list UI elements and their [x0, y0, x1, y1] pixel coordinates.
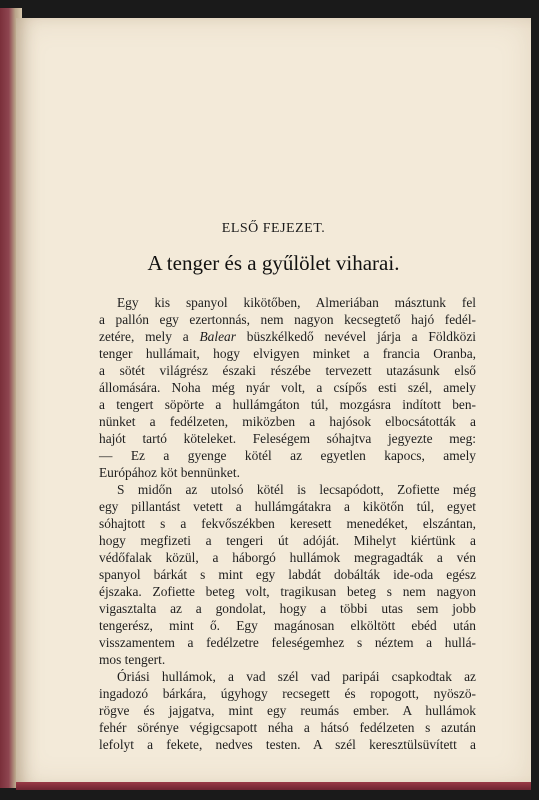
text-line: lefolyt a fekete, nedves testen. A szél keresztülsüvített a [99, 737, 476, 752]
text-line: Európához köt bennünket. [99, 465, 240, 480]
text-line: zetére, mely a Balear büszkélkedő nevével járja a Földközi [99, 329, 476, 344]
chapter-heading: ELSŐ FEJEZET. [221, 221, 326, 236]
book-page [16, 18, 531, 786]
text-line: egy pillantást vetett a hullámgátakra a kikötőn túl, egyet [99, 499, 476, 514]
text-line: Egy kis spanyol kikötőben, Almeriában másztunk fel [117, 295, 476, 310]
text-line: hogy megfizeti a tengeri út adóját. Mihelyt kiértünk a [99, 533, 476, 548]
text-line: nünket a fedélzeten, miközben a hajósok elbocsátották a [99, 414, 476, 429]
text-line: tenger hullámait, hogy elvigyen minket a francia Oranba, [99, 346, 476, 361]
book-bottom-edge [16, 782, 531, 790]
text-line: ingadozó bárkára, úgyhogy recsegett és ropogott, nyöszö- [99, 686, 476, 701]
text-line: sóhajtott s a fekvőszékben keresett menedéket, elszántan, [99, 516, 476, 531]
text-line: Óriási hullámok, a vad szél vad paripái csapkodtak az [117, 669, 476, 684]
text-line: vigasztalta az a gondolat, hogy a többi utas sem jobb [99, 601, 476, 616]
text-line: fehér sörénye végigcsapott néha a hátsó fedélzeten s azután [99, 720, 476, 735]
text-line: visszamentem a fedélzetre feleségemhez s néztem a hullá- [99, 635, 476, 650]
body-text [99, 294, 476, 753]
text-line: a sötét világrész északi részébe tervezett utazásunk első [99, 363, 476, 378]
text-line: mos tengert. [99, 652, 166, 667]
text-line: védőfalak közül, a háborgó hullámok megragadták a vén [99, 550, 476, 565]
text-line: éjszaka. Zofiette beteg volt, tragikusan beteg s nem nagyon [99, 584, 476, 599]
text-line: rögve és jajgatva, mint egy reumás ember. A hullámok [99, 703, 476, 718]
text-line: — Ez a gyenge kötél az egyetlen kapocs, amely [99, 448, 476, 463]
text-line: állomására. Noha még nyár volt, a csípős esti szél, amely [99, 380, 476, 395]
text-line: tengerész, mint ő. Egy magánosan elköltött ebéd után [99, 618, 476, 633]
text-line: a pallón egy ezertonnás, nem nagyon kecsegtető hajó fedél- [99, 312, 476, 327]
text-line: spanyol bárkát s mint egy labdát dobálták ide-oda egész [99, 567, 476, 582]
text-line: S midőn az utolsó kötél is lecsapódott, Zofiette még [117, 482, 476, 497]
text-line: hajót tartó köteleket. Feleségem sóhajtva jegyezte meg: [99, 431, 476, 446]
text-line: a tengert söpörte a hullámgáton túl, mozgásra indított ben- [99, 397, 476, 412]
ship-name: Balear [199, 329, 236, 344]
chapter-title: A tenger és a gyűlölet viharai. [147, 251, 400, 275]
